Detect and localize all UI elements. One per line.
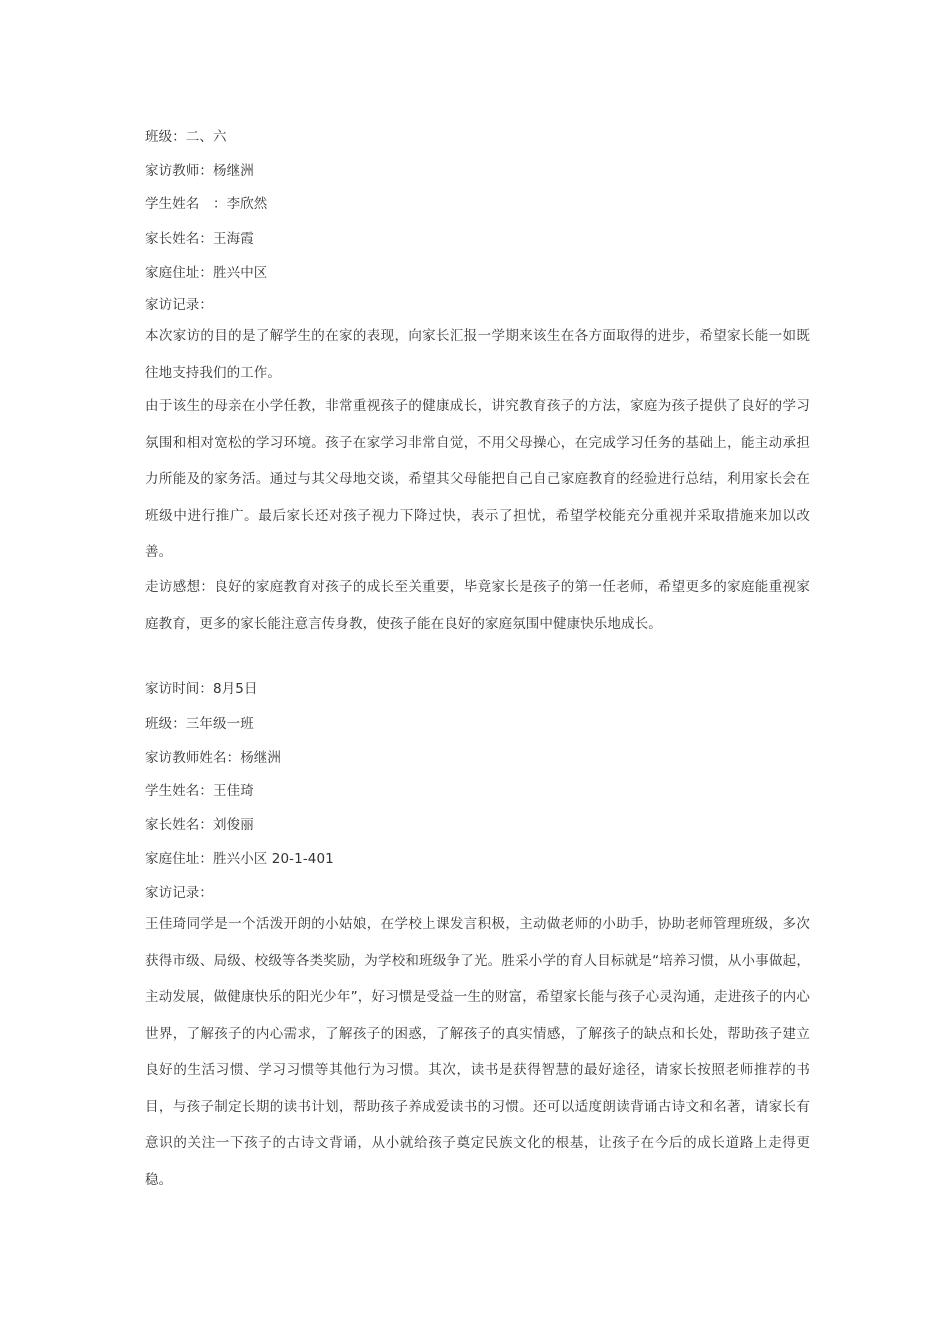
- record1-paragraph-2: 由于该生的母亲在小学任教，非常重视孩子的健康成长，讲究教育孩子的方法，家庭为孩子提供了良好的学习氛围和相对宽松的学习环境。孩子在家学习非常自觉，不用父母操心，在完成学习任务的基础上，能主动承担力所能及的家务活。通过与其父母地交谈，希望其父母能把自己自己家庭教育的经验进行总结，利用家长会在班级中进行推广。最后家长还对孩子视力下降过快，表示了担忧，希望学校能充分重视并采取措施来加以改善。: [145, 398, 810, 560]
- record1-record-label: 家访记录：: [145, 297, 213, 313]
- record2-parent-line: 家长姓名：刘俊丽: [145, 817, 254, 833]
- record1-paragraph-3: 走访感想：良好的家庭教育对孩子的成长至关重要，毕竟家长是孩子的第一任老师，希望更多的家庭能重视家庭教育，更多的家长能注意言传身教，使孩子能在良好的家庭氛围中健康快乐地成长。: [145, 579, 810, 632]
- record1-address-line: 家庭住址：胜兴中区: [145, 265, 268, 281]
- record2-paragraph-1: 王佳琦同学是一个活泼开朗的小姑娘，在学校上课发言积极，主动做老师的小助手，协助老师管理班级，多次获得市级、局级、校级等各类奖励，为学校和班级争了光。胜采小学的育人目标就是“培养习惯，从小事做起，主动发展，做健康快乐的阳光少年”，好习惯是受益一生的财富，希望家长能与孩子心灵沟通，走进孩子的内心世界，了解孩子的内心需求，了解孩子的困惑，了解孩子的真实情感，了解孩子的缺点和长处，帮助孩子建立良好的生活习惯、学习习惯等其他行为习惯。其次，读书是获得智慧的最好途径，请家长按照老师推荐的书目，与孩子制定长期的读书计划，帮助孩子养成爱读书的习惯。还可以适度朗读背诵古诗文和名著，请家长有意识的关注一下孩子的古诗文背诵，从小就给孩子奠定民族文化的根基，让孩子在今后的成长道路上走得更稳。: [145, 916, 810, 1188]
- record1-parent-line: 家长姓名：王海霞: [145, 231, 254, 247]
- record1-class-line: 班级：二、六: [145, 129, 227, 145]
- record1-paragraph-1: 本次家访的目的是了解学生的在家的表现，向家长汇报一学期来该生在各方面取得的进步，希望家长能一如既往地支持我们的工作。: [145, 328, 810, 381]
- record2-record-label: 家访记录：: [145, 885, 213, 901]
- record1-teacher-line: 家访教师：杨继洲: [145, 163, 254, 179]
- record2-class-line: 班级：三年级一班: [145, 716, 254, 732]
- record2-student-line: 学生姓名：王佳琦: [145, 783, 254, 799]
- record2-teacher-line: 家访教师姓名：杨继洲: [145, 750, 281, 766]
- record1-student-line: 学生姓名 ：李欣然: [145, 196, 268, 212]
- record2-address-line: 家庭住址：胜兴小区 20-1-401: [145, 851, 334, 867]
- record2-time-line: 家访时间：8月5日: [145, 681, 258, 697]
